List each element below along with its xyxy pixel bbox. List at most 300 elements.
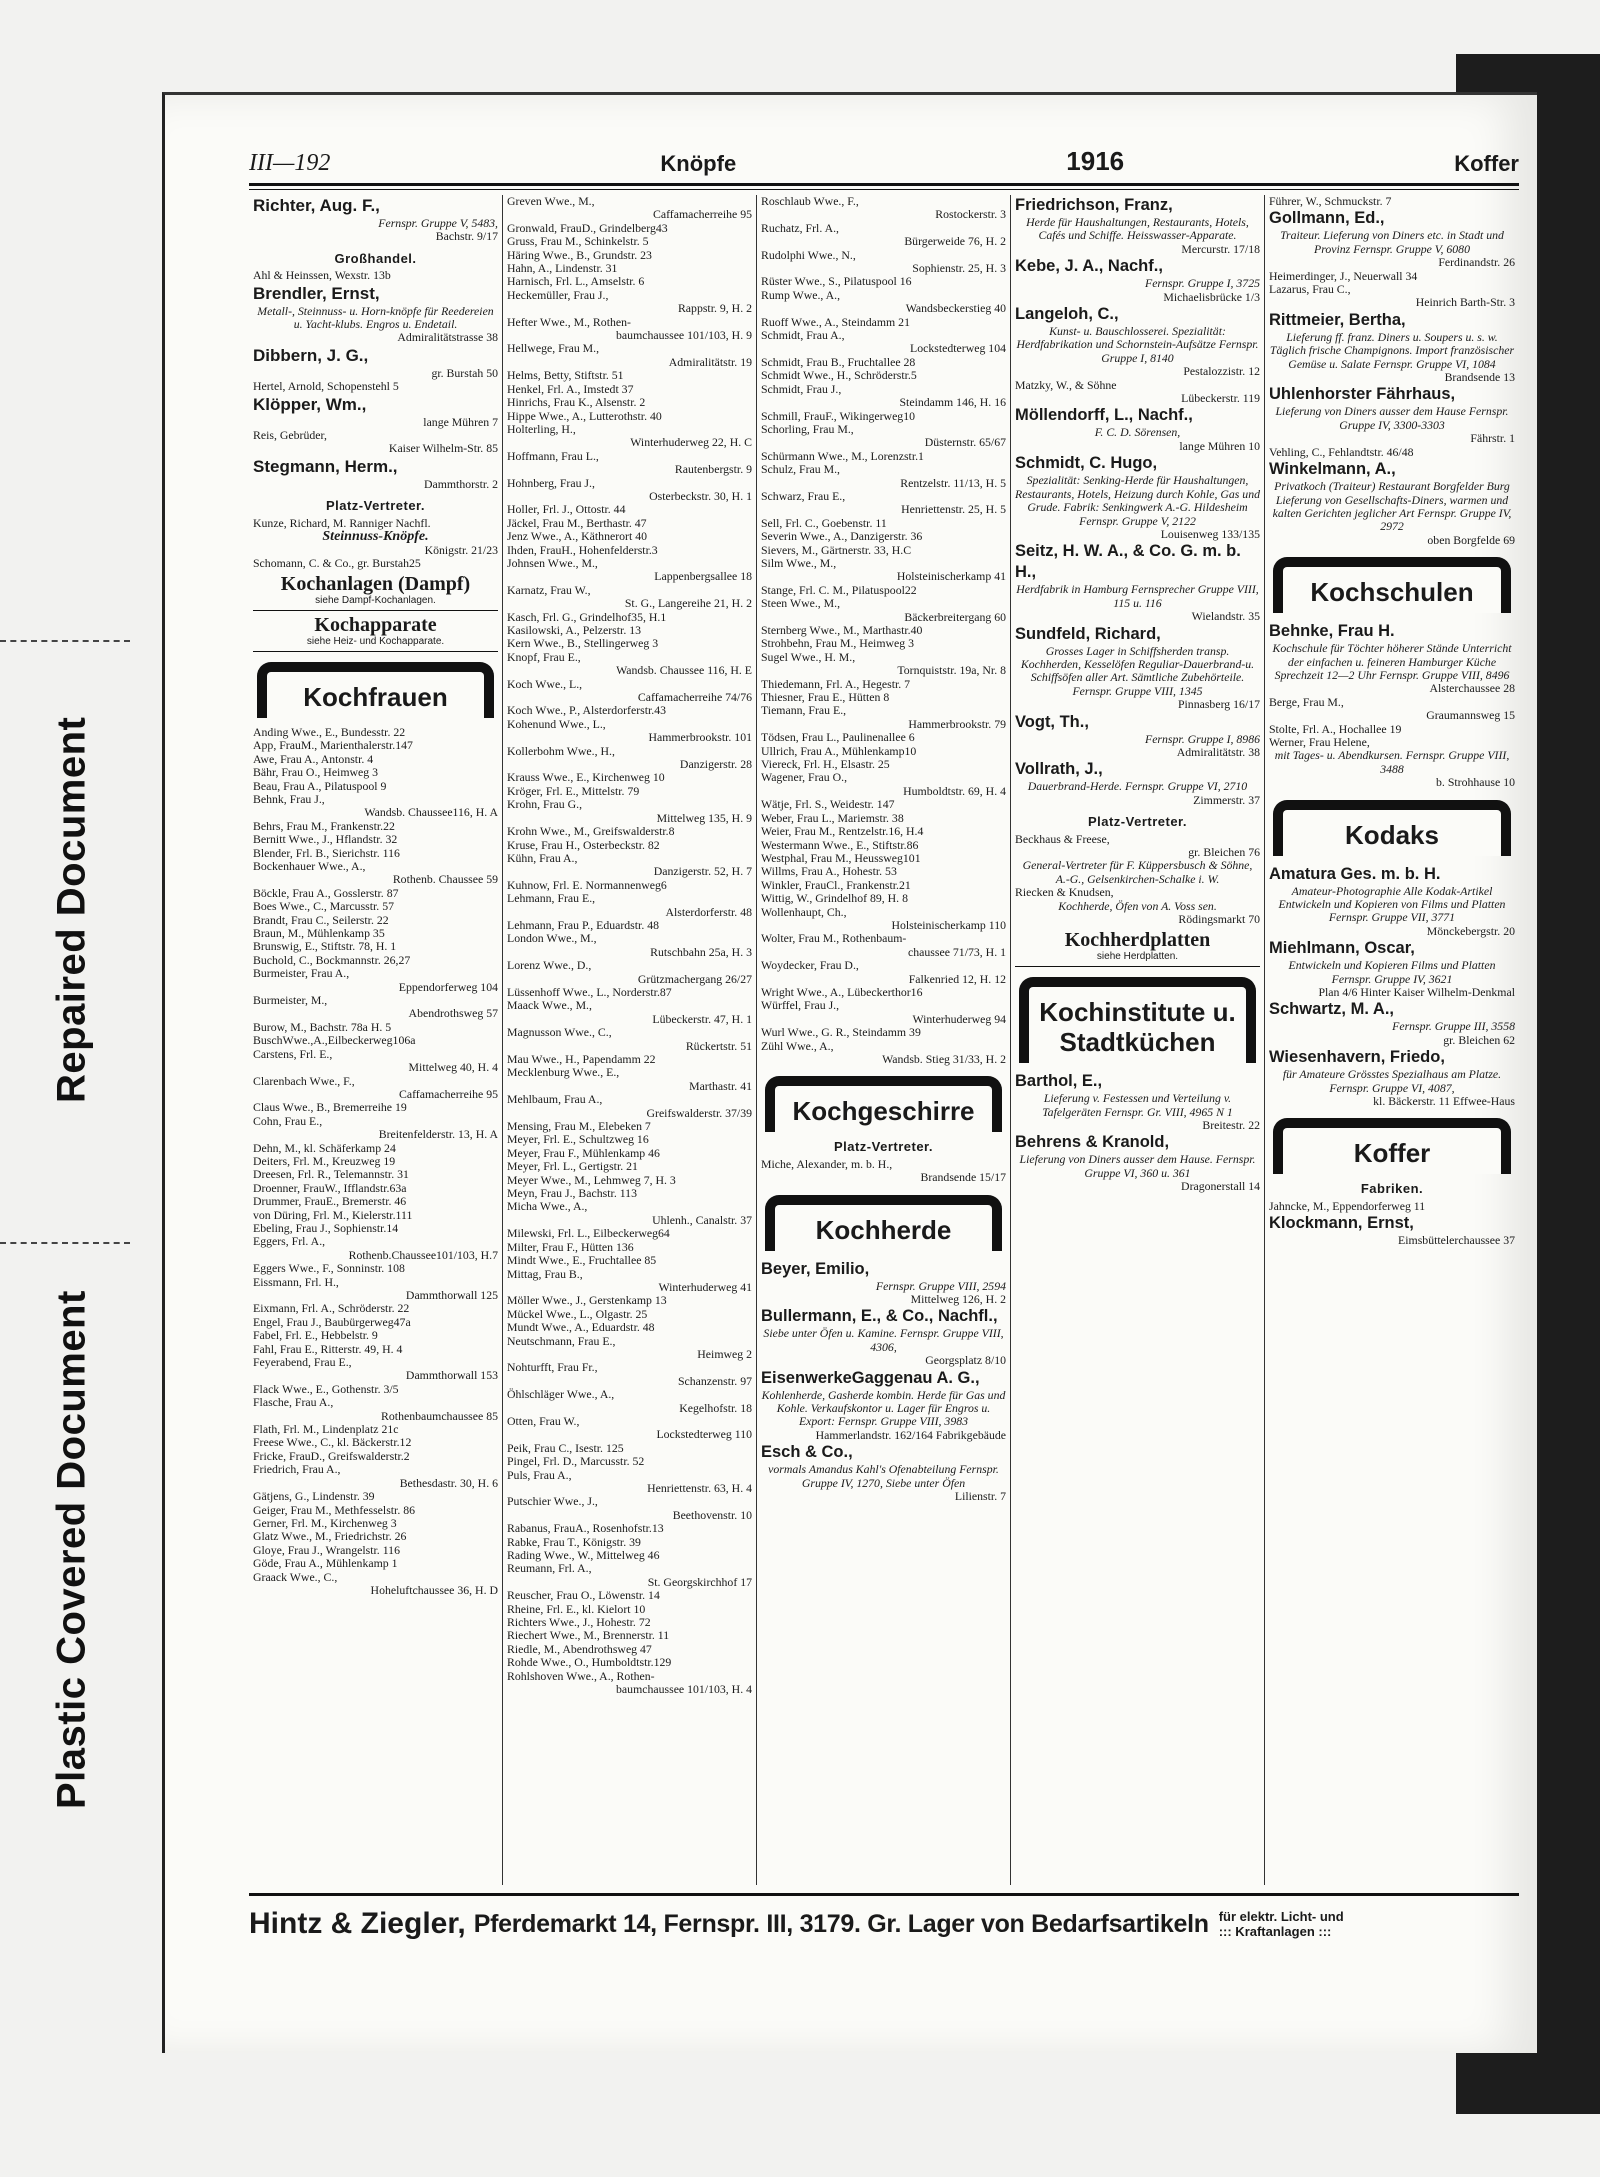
entry-name: Drummer, FrauE., Bremerstr. 46 (253, 1194, 407, 1209)
entry-name: Schmidt Wwe., H., Schröderstr.5 (761, 368, 917, 383)
list-item (761, 865, 1006, 878)
list-item (1269, 723, 1515, 736)
entry-address: b. Strohhause 10 (1436, 775, 1515, 790)
section-banner: Kochschulen (1273, 557, 1511, 613)
entry-name: Gätjens, G., Lindenstr. 39 (253, 1489, 375, 1504)
list-item (507, 1455, 752, 1468)
list-item (253, 1021, 498, 1034)
entry-name: Puls, Frau A., (507, 1467, 572, 1482)
entry-name: Roschlaub Wwe., F., (761, 195, 859, 208)
entry-name: Häring Wwe., B., Grundstr. 23 (507, 247, 652, 262)
entry-name: Rudolphi Wwe., N., (761, 247, 856, 262)
list-item (253, 739, 498, 752)
entry-name: Würffel, Frau J., (761, 998, 840, 1013)
list-item (507, 1294, 752, 1307)
list-item (507, 1361, 752, 1388)
list-item (761, 383, 1006, 410)
entry-name: Brunswig, E., Stiftstr. 78, H. 1 (253, 939, 397, 954)
entry-name: Knopf, Frau E., (507, 649, 581, 664)
entry-address: Rappstr. 9, H. 2 (677, 301, 752, 316)
entry-address: Mittelweg 135, H. 9 (656, 810, 752, 825)
entry-description: Entwickeln und Kopieren Films und Platten Fernspr. Gruppe IV, 3621 (1288, 958, 1496, 986)
entry-address: Lilienstr. 7 (954, 1489, 1006, 1504)
entry-name: Rheine, Frl. E., kl. Kielort 10 (507, 1601, 646, 1616)
entry-address: Uhlenh., Canalstr. 37 (652, 1212, 752, 1227)
entry-address: Mittelweg 40, H. 4 (408, 1060, 498, 1075)
entry-name: Wurl Wwe., G. R., Steindamm 39 (761, 1025, 921, 1040)
entry-name: Wätje, Frl. S., Weidestr. 147 (761, 797, 895, 812)
entry-name: Hefter Wwe., M., Rothen- (507, 314, 631, 329)
entry-name: Milter, Frau F., Hütten 136 (507, 1239, 634, 1254)
entry-name: Meyer, Frl. E., Schultzweg 16 (507, 1132, 649, 1147)
list-item (507, 1241, 752, 1254)
entry-name: Bernitt Wwe., J., Hflandstr. 32 (253, 832, 398, 847)
entry-name: Anding Wwe., E., Bundesstr. 22 (253, 724, 406, 739)
list-item (761, 879, 1006, 892)
list-item (507, 1026, 752, 1053)
entry-name: Gloye, Frau J., Wrangelstr. 116 (253, 1542, 400, 1557)
column-5 (1265, 195, 1519, 1885)
entry-name: Awe, Frau A., Antonstr. 4 (253, 751, 374, 766)
firm-entry (253, 456, 498, 491)
list-item (253, 1329, 498, 1342)
list-item (507, 503, 752, 516)
entry-name: Meyer, Frl. L., Gertigstr. 21 (507, 1159, 638, 1174)
entry-name: Reumann, Frl. A., (507, 1561, 592, 1576)
list-item (761, 369, 1006, 382)
entry-address: Falkenried 12, H. 12 (908, 971, 1006, 986)
entry-name: Hinrichs, Frau K., Alsenstr. 2 (507, 395, 646, 410)
entry-name: Wollenhaupt, Ch., (761, 904, 847, 919)
entry-name: Neutschmann, Frau E., (507, 1333, 616, 1348)
entry-name: Fabel, Frl. E., Hebbelstr. 9 (253, 1328, 378, 1343)
firm-entry (1015, 624, 1260, 712)
entry-name: Krohn Wwe., M., Greifswalderstr.8 (507, 824, 675, 839)
section-banner: Kochinstitute u. Stadtküchen (1019, 977, 1256, 1063)
section-heading: Kochapparate (314, 614, 437, 637)
entry-address: Breitenfelderstr. 13, H. A (378, 1127, 498, 1142)
entry-address: Eppendorferweg 104 (398, 979, 498, 994)
entry-name: Clarenbach Wwe., F., (253, 1073, 355, 1088)
entry-name: Ruoff Wwe., A., Steindamm 21 (761, 314, 910, 329)
entry-phone: Fernspr. Gruppe I, 8986 (1144, 731, 1260, 746)
entry-description: Spezialität: Senking-Herde für Haushaltungen, Restaurants, Hotels, Heizung durch Kohle, Gas und Grude. Fabrik: Senkingwerk A.-G. Hildesheim Fernspr. Gruppe V, 2122 (1015, 473, 1260, 528)
entry-name: Behnke, Frau H. (1269, 622, 1395, 641)
list-item (253, 269, 498, 282)
list-item (507, 1174, 752, 1187)
list-item (253, 967, 498, 994)
list-item (507, 450, 752, 477)
list-item (761, 222, 1006, 249)
list-item (761, 691, 1006, 704)
entry-name: Mückel Wwe., L., Olgastr. 25 (507, 1306, 648, 1321)
list-item (507, 999, 752, 1026)
entry-name: Wittig, W., Grindelhof 89, H. 8 (761, 891, 908, 906)
entry-name: Tiemann, Frau E., (761, 703, 847, 718)
entry-name: Sugel Wwe., H. M., (761, 649, 856, 664)
entry-phone: Fernspr. Gruppe III, 3558 (1392, 1019, 1515, 1034)
entry-name: Ruchatz, Frl. A., (761, 220, 839, 235)
list-item (253, 887, 498, 900)
entry-name: Eggers Wwe., F., Sonninstr. 108 (253, 1261, 405, 1276)
entry-name: Schwarz, Frau E., (761, 488, 846, 503)
firm-entry (1269, 1213, 1515, 1247)
list-item (761, 731, 1006, 744)
entry-name: Thiesner, Frau E., Hütten 8 (761, 690, 890, 705)
list-item (253, 1142, 498, 1155)
column-2 (503, 195, 757, 1885)
list-item (253, 1115, 498, 1142)
entry-description: Siebe unter Öfen u. Kamine. Fernspr. Gruppe VIII, 4306, (763, 1326, 1004, 1354)
entry-address: Pestalozzistr. 12 (1183, 364, 1260, 379)
entry-address: Alsterdorferstr. 48 (665, 904, 752, 919)
list-item (253, 1490, 498, 1503)
column-1 (249, 195, 503, 1885)
entry-address: Rautenbergstr. 9 (674, 462, 752, 477)
entry-name: Magnusson Wwe., C., (507, 1025, 612, 1040)
list-item (761, 1040, 1006, 1067)
entry-name: Schmidt, Frau B., Fruchtallee 28 (761, 354, 916, 369)
firm-entry (1269, 864, 1515, 939)
entry-address: Abendrothsweg 57 (408, 1006, 498, 1021)
firm-entry (253, 345, 498, 380)
entry-name: Droenner, FrauW., Ifflandstr.63a (253, 1180, 407, 1195)
entry-address: Ferdinandstr. 26 (1438, 255, 1515, 270)
list-item (253, 954, 498, 967)
list-item (253, 380, 498, 393)
section-heading: Platz-Vertreter. (325, 498, 426, 514)
list-item (761, 249, 1006, 276)
list-item (507, 1308, 752, 1321)
section-reference: siehe Herdplatten. (1015, 950, 1260, 967)
list-item (507, 517, 752, 530)
entry-name: Miche, Alexander, m. b. H., (761, 1156, 893, 1171)
entry-name: Deiters, Frl. M., Kreuzweg 19 (253, 1153, 396, 1168)
list-item (1269, 696, 1515, 723)
entry-address: Mercurstr. 17/18 (1181, 241, 1260, 256)
entry-name: Westermann Wwe., E., Stiftstr.86 (761, 837, 919, 852)
firm-entry (1269, 938, 1515, 999)
list-item (507, 342, 752, 369)
list-item (761, 839, 1006, 852)
list-item (507, 637, 752, 650)
firm-entry (761, 1442, 1006, 1503)
list-item (507, 1495, 752, 1522)
list-item (507, 235, 752, 248)
entry-description: für Amateure Grösstes Spezialhaus am Platze. Fernspr. Gruppe VI, 4087, (1282, 1067, 1502, 1095)
advert-note (1219, 1909, 1344, 1939)
entry-description: Grosses Lager in Schiffsherden transp. Kochherden, Kesselöfen Reguliar-Dauerbrand-u. Schiffsöfen aller Art. Sämtliche Zubehörteile. Fernspr. Gruppe VIII, 1345 (1020, 643, 1255, 698)
list-item (761, 758, 1006, 771)
list-item (507, 195, 752, 222)
entry-name: Burmeister, M., (253, 993, 328, 1008)
entry-name: Langeloh, C., (1015, 305, 1119, 324)
list-item (507, 839, 752, 852)
entry-name: Sell, Frl. C., Goebenstr. 11 (761, 515, 887, 530)
entry-name: Bockenhauer Wwe., A., (253, 859, 366, 873)
section-banner: Kochgeschirre (765, 1076, 1002, 1132)
entry-description: Lieferung von Diners ausser dem Hause. Fernspr. Gruppe VI, 360 u. 361 (1019, 1152, 1256, 1180)
entry-name: App, FrauM., Marienthalerstr.147 (253, 738, 413, 753)
entry-name: Mecklenburg Wwe., E., (507, 1065, 620, 1080)
list-item (507, 852, 752, 879)
entry-description: Metall-, Steinnuss- u. Horn-knöpfe für Reedereien u. Yacht-klubs. Engros u. Endetail. (257, 303, 494, 332)
list-item (507, 1643, 752, 1656)
list-item (761, 999, 1006, 1026)
entry-name: Koch Wwe., P., Alsterdorferstr.43 (507, 703, 667, 718)
list-item (1269, 736, 1515, 790)
list-item (761, 624, 1006, 637)
entry-address: Lübeckerstr. 119 (1181, 391, 1260, 406)
list-item (761, 463, 1006, 490)
entry-name: Lorenz Wwe., D., (507, 958, 592, 973)
entry-address: Brandsende 15/17 (920, 1170, 1006, 1185)
list-item (253, 820, 498, 833)
entry-address: Graumannsweg 15 (1426, 708, 1515, 723)
entry-name: Glatz Wwe., M., Friedrichstr. 26 (253, 1529, 407, 1544)
entry-address: kl. Bäckerstr. 11 Effwee-Haus (1373, 1094, 1515, 1109)
entry-address: Lübeckerstr. 47, H. 1 (652, 1011, 752, 1026)
list-item (761, 812, 1006, 825)
list-item (507, 584, 752, 611)
entry-name: Johnsen Wwe., M., (507, 555, 598, 570)
firm-entry (253, 195, 498, 244)
entry-address: Humboldtstr. 69, H. 4 (903, 783, 1006, 798)
list-item (253, 557, 498, 570)
entry-address: Osterbeckstr. 30, H. 1 (649, 488, 752, 503)
entry-address: Caffamacherreihe 95 (398, 1086, 498, 1101)
entry-description: Amateur-Photographie Alle Kodak-Artikel Entwickeln und Kopieren von Films und Platten Fernspr. Gruppe VII, 3771 (1278, 883, 1506, 925)
entry-address: gr. Burstah 50 (431, 365, 498, 380)
entry-name: Beyer, Emilio, (761, 1259, 870, 1278)
list-item (507, 651, 752, 678)
note-text (1015, 859, 1260, 886)
list-item (507, 1670, 752, 1697)
list-item (1015, 886, 1260, 926)
firm-entry (1269, 621, 1515, 696)
list-item (253, 517, 498, 530)
list-item (507, 1053, 752, 1066)
entry-name: Milewski, Frl. L., Eilbeckerweg64 (507, 1226, 670, 1241)
list-item (253, 860, 498, 887)
list-item (761, 597, 1006, 624)
page-number: III—192 (249, 150, 331, 176)
list-item (507, 1603, 752, 1616)
entry-address: baumchaussee 101/103, H. 4 (616, 1682, 752, 1697)
list-item (507, 1147, 752, 1160)
list-item (253, 1343, 498, 1356)
list-item (761, 704, 1006, 731)
entry-name: Geiger, Frau M., Methfesselstr. 86 (253, 1502, 416, 1517)
entry-name: Feyerabend, Frau E., (253, 1355, 352, 1370)
entry-name: Barthol, E., (1015, 1072, 1103, 1091)
list-item (507, 1160, 752, 1173)
list-item (761, 637, 1006, 650)
list-item (761, 410, 1006, 423)
list-item (761, 530, 1006, 543)
entry-name: Hoffmann, Frau L., (507, 448, 599, 463)
list-item (507, 1415, 752, 1442)
list-item (507, 1187, 752, 1200)
year: 1916 (1066, 146, 1125, 176)
list-item (761, 678, 1006, 691)
list-item (507, 771, 752, 784)
entry-address: Dammthorstr. 2 (423, 476, 498, 491)
entry-address: Grützmachergang 26/27 (637, 971, 752, 986)
list-item (507, 1562, 752, 1589)
advert-note-line: ::: Kraftanlagen ::: (1218, 1924, 1332, 1939)
list-item (253, 1302, 498, 1315)
list-item (507, 1616, 752, 1629)
entry-phone: Fernspr. Gruppe VIII, 2594 (875, 1278, 1006, 1293)
firm-entry (253, 283, 498, 345)
list-item (1269, 446, 1515, 459)
entry-name: Reis, Gebrüder, (253, 428, 327, 443)
entry-name: Möller Wwe., J., Gerstenkamp 13 (507, 1293, 667, 1308)
entry-address: Michaelisbrücke 1/3 (1163, 289, 1260, 304)
list-item (507, 410, 752, 423)
list-item (253, 1222, 498, 1235)
column-3 (757, 195, 1011, 1885)
list-item (507, 369, 752, 382)
list-item (507, 530, 752, 543)
entry-address: Winterhuderweg 41 (658, 1279, 752, 1294)
entry-name: Ullrich, Frau A., Mühlenkamp10 (761, 743, 917, 758)
entry-address: Hammerbrookstr. 79 (908, 716, 1006, 731)
entry-name: Matzky, W., & Söhne (1015, 377, 1117, 392)
entry-address: Rothenbaumchaussee 85 (381, 1408, 498, 1423)
list-item (507, 1066, 752, 1093)
entry-name: Hohnberg, Frau J., (507, 475, 595, 490)
entry-address: Brandsende 13 (1444, 370, 1515, 385)
entry-name: Ebeling, Frau J., Sophienstr.14 (253, 1220, 399, 1235)
entry-name: Schorling, Frau M., (761, 421, 854, 436)
entry-name: Weber, Frau L., Mariemstr. 38 (761, 810, 904, 825)
entry-name: Strohbehn, Frau M., Heimweg 3 (761, 636, 915, 651)
entry-address: Winterhuderweg 94 (912, 1011, 1006, 1026)
entry-address: Winterhuderweg 22, H. C (630, 435, 752, 450)
entry-address: oben Borgfelde 69 (1427, 532, 1515, 547)
list-item (761, 745, 1006, 758)
list-item (507, 396, 752, 409)
entry-name: Kröger, Frl. E., Mittelstr. 79 (507, 783, 640, 798)
firm-entry (1015, 712, 1260, 760)
list-item (761, 557, 1006, 584)
entry-name: Amatura Ges. m. b. H. (1269, 864, 1441, 883)
entry-name: Claus Wwe., B., Bremerreihe 19 (253, 1100, 407, 1115)
firm-entry (1269, 459, 1515, 547)
entry-name: Lehmann, Frau P., Eduardstr. 48 (507, 917, 660, 932)
entry-phone: Fernspr. Gruppe V, 5483, (378, 216, 498, 230)
entry-name: Freese Wwe., C., kl. Bäckerstr.12 (253, 1435, 412, 1450)
list-item (253, 1436, 498, 1449)
list-item (761, 584, 1006, 597)
column-4 (1011, 195, 1265, 1885)
entry-name: Henkel, Frl. A., Imstedt 37 (507, 381, 634, 396)
entry-name: Peik, Frau C., Isestr. 125 (507, 1440, 624, 1455)
list-item (253, 1463, 498, 1490)
entry-address: Lockstedterweg 104 (910, 341, 1006, 356)
entry-address: Tornquiststr. 19a, Nr. 8 (897, 663, 1006, 678)
list-item (761, 651, 1006, 678)
list-item (253, 753, 498, 766)
entry-name: Wiesenhavern, Friedo, (1269, 1048, 1445, 1067)
entry-name: Rohde Wwe., O., Humboldtstr.129 (507, 1655, 672, 1670)
list-item (253, 914, 498, 927)
entry-name: Rüster Wwe., S., Pilatuspool 16 (761, 274, 912, 289)
entry-address: Sophienstr. 25, H. 3 (912, 261, 1006, 276)
list-item (253, 1276, 498, 1303)
list-item (761, 289, 1006, 316)
entry-name: Reuscher, Frau O., Löwenstr. 14 (507, 1588, 660, 1603)
entry-name: Meyer, Frau F., Mühlenkamp 46 (507, 1145, 660, 1160)
entry-address: Marthastr. 41 (689, 1078, 752, 1093)
entry-name: Richter, Aug. F., (253, 196, 380, 215)
list-item (761, 771, 1006, 798)
list-item (761, 1026, 1006, 1039)
entry-name: Stange, Frl. C. M., Pilatuspool22 (761, 582, 917, 597)
entry-name: Cohn, Frau E., (253, 1113, 323, 1128)
list-item (761, 852, 1006, 865)
entry-address: Mittelweg 126, H. 2 (910, 1292, 1006, 1307)
entry-name: Riedle, M., Abendrothsweg 47 (507, 1641, 652, 1656)
entry-address: Beethovenstr. 10 (672, 1507, 752, 1522)
entry-address: Rothenb.Chaussee101/103, H.7 (348, 1247, 498, 1262)
entry-address: Dammthorwall 125 (405, 1288, 498, 1302)
entry-name: Klockmann, Ernst, (1269, 1214, 1414, 1233)
entry-name: Kunze, Richard, M. Ranniger Nachfl. (253, 515, 431, 530)
firm-entry (1269, 310, 1515, 385)
list-item (507, 1522, 752, 1535)
entry-address: Wielandstr. 35 (1191, 609, 1260, 624)
entry-address: Louisenweg 133/135 (1160, 526, 1260, 541)
list-item (253, 1517, 498, 1530)
advert-note-line: für elektr. Licht- und (1218, 1909, 1344, 1924)
entry-name: Führer, W., Schmuckstr. 7 (1269, 195, 1392, 208)
entry-name: Westphal, Frau M., Heussweg101 (761, 850, 921, 865)
list-item (507, 932, 752, 959)
list-item (253, 1423, 498, 1436)
entry-name: Kasch, Frl. G., Grindelhof35, H.1 (507, 609, 667, 624)
entry-name: Göde, Frau A., Mühlenkamp 1 (253, 1556, 398, 1571)
entry-description: Kunst- u. Bauschlosserei. Spezialität: Herdfabrikation und Schornstein-Aufsätze Fernspr. Gruppe I, 8140 (1016, 324, 1259, 365)
entry-name: Bähr, Frau O., Heimweg 3 (253, 765, 379, 780)
list-item (253, 1209, 498, 1222)
entry-address: Kegelhofstr. 18 (679, 1400, 752, 1415)
entry-name: Mindt Wwe., E., Fruchtallee 85 (507, 1253, 657, 1268)
entry-address: lange Mühren 10 (1179, 438, 1260, 453)
list-item (253, 1504, 498, 1517)
list-item (253, 847, 498, 860)
list-item (253, 726, 498, 739)
entry-name: Schomann, C. & Co., gr. Burstah25 (253, 555, 421, 570)
plastic-covered-label: Plastic Covered Document (49, 1290, 94, 1810)
entry-name: Thiedemann, Frl. A., Hegestr. 7 (761, 676, 911, 691)
list-item (507, 262, 752, 275)
firm-entry (1015, 1132, 1260, 1193)
entry-name: Winkelmann, A., (1269, 460, 1396, 479)
entry-address: Admiralitätstrasse 38 (397, 330, 498, 345)
entry-name: Graack Wwe., C., (253, 1569, 338, 1584)
list-item (253, 1316, 498, 1329)
entry-address: Holsteinischerkamp 110 (891, 917, 1006, 932)
entry-name: Kohenund Wwe., L., (507, 716, 606, 731)
entry-name: Flack Wwe., E., Gothenstr. 3/5 (253, 1381, 399, 1396)
entry-address: Lockstedterweg 110 (656, 1427, 752, 1442)
entry-address: Hammerbrookstr. 101 (648, 730, 752, 745)
header-rule (249, 189, 1519, 190)
entry-name: Dehn, M., kl. Schäferkamp 24 (253, 1140, 396, 1155)
